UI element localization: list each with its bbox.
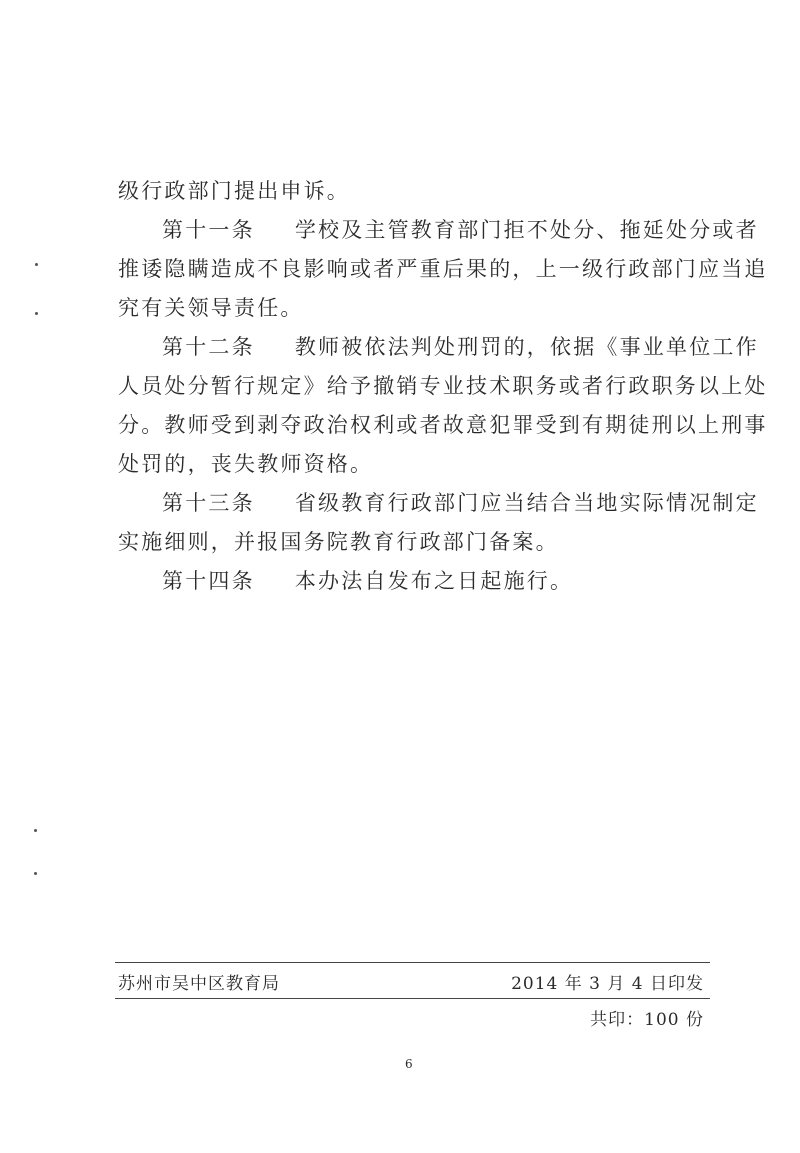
text-line: 究有关领导责任。 xyxy=(118,296,304,320)
margin-mark xyxy=(34,829,37,832)
margin-mark xyxy=(35,263,38,266)
copies-count: 共印：100 份 xyxy=(590,1010,704,1030)
article-number: 第十四条 xyxy=(162,569,255,593)
text-line: 人员处分暂行规定》给予撤销专业技术职务或者行政职务以上处 xyxy=(118,374,768,398)
article-number: 第十三条 xyxy=(162,491,255,515)
article-first-line xyxy=(118,484,759,523)
text-line: 分。教师受到剥夺政治权利或者故意犯罪受到有期徒刑以上刑事 xyxy=(118,413,768,437)
article-first-line xyxy=(118,328,759,367)
issuer-name: 苏州市吴中区教育局 xyxy=(118,974,280,994)
issue-date: 2014 年 3 月 4 日印发 xyxy=(511,974,704,994)
article-text: 学校及主管教育部门拒不处分、拖延处分或者 xyxy=(294,218,759,242)
text-line: 处罚的，丧失教师资格。 xyxy=(118,452,374,476)
margin-mark xyxy=(35,312,38,315)
footer-middle-rule xyxy=(115,998,710,999)
text-line: 推诿隐瞒造成不良影响或者严重后果的，上一级行政部门应当追 xyxy=(118,257,768,281)
article-number: 第十一条 xyxy=(162,218,255,242)
text-line: 实施细则，并报国务院教育行政部门备案。 xyxy=(118,530,559,554)
text-line: 级行政部门提出申诉。 xyxy=(118,179,350,203)
article-text: 教师被依法判处刑罚的，依据《事业单位工作 xyxy=(294,335,759,359)
footer-top-rule xyxy=(115,962,710,963)
article-first-line xyxy=(118,211,759,250)
article-text: 省级教育行政部门应当结合当地实际情况制定 xyxy=(294,491,759,515)
article-first-line xyxy=(118,562,708,601)
article-number: 第十二条 xyxy=(162,335,255,359)
page-number: 6 xyxy=(405,1057,413,1071)
article-text: 本办法自发布之日起施行。 xyxy=(294,569,574,593)
margin-mark xyxy=(34,872,37,875)
document-body xyxy=(118,172,768,601)
